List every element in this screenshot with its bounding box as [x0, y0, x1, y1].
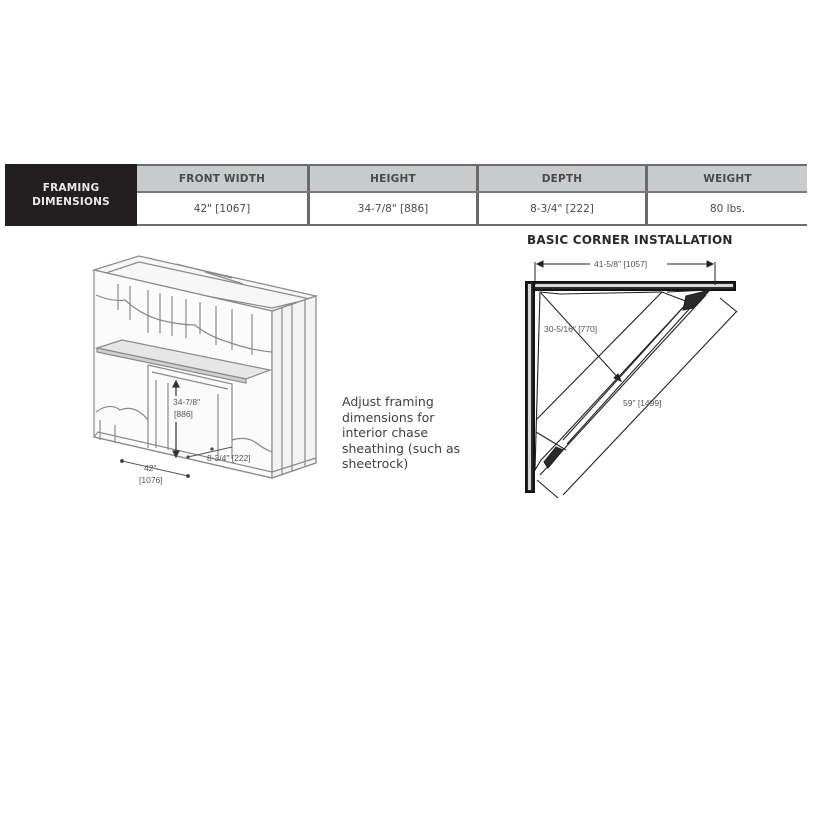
height-dim-line2: [886]: [174, 409, 193, 419]
value-height: 34-7/8" [886]: [307, 193, 476, 224]
header-front-width: FRONT WIDTH: [178, 172, 266, 185]
depth-dim-label: 30-5/16" [770]: [544, 324, 598, 334]
width-dim-line2: [1076]: [139, 475, 163, 485]
label-line-2: DIMENSIONS: [32, 196, 110, 208]
header-weight: WEIGHT: [645, 166, 807, 191]
depth-dim: 8-3/4" [222]: [207, 453, 251, 463]
wall-dim-label: 41-5/8" [1057]: [594, 259, 648, 269]
header-depth: DEPTH: [476, 166, 645, 191]
header-height: HEIGHT: [307, 166, 476, 191]
value-weight: 80 lbs.: [645, 193, 807, 224]
width-dim-line1: 42": [144, 463, 157, 473]
diagonal-dim-label: 59" [1499]: [623, 398, 662, 408]
value-depth: 8-3/4" [222]: [476, 193, 645, 224]
label-line-1: FRAMING: [42, 182, 100, 194]
height-dim-line1: 34-7/8": [173, 397, 201, 407]
corner-installation-title: BASIC CORNER INSTALLATION: [527, 233, 733, 247]
value-front-width: 42" [1067]: [193, 202, 251, 215]
framing-note: Adjust framing dimensions for interior chase sheathing (such as sheetrock): [342, 394, 461, 471]
